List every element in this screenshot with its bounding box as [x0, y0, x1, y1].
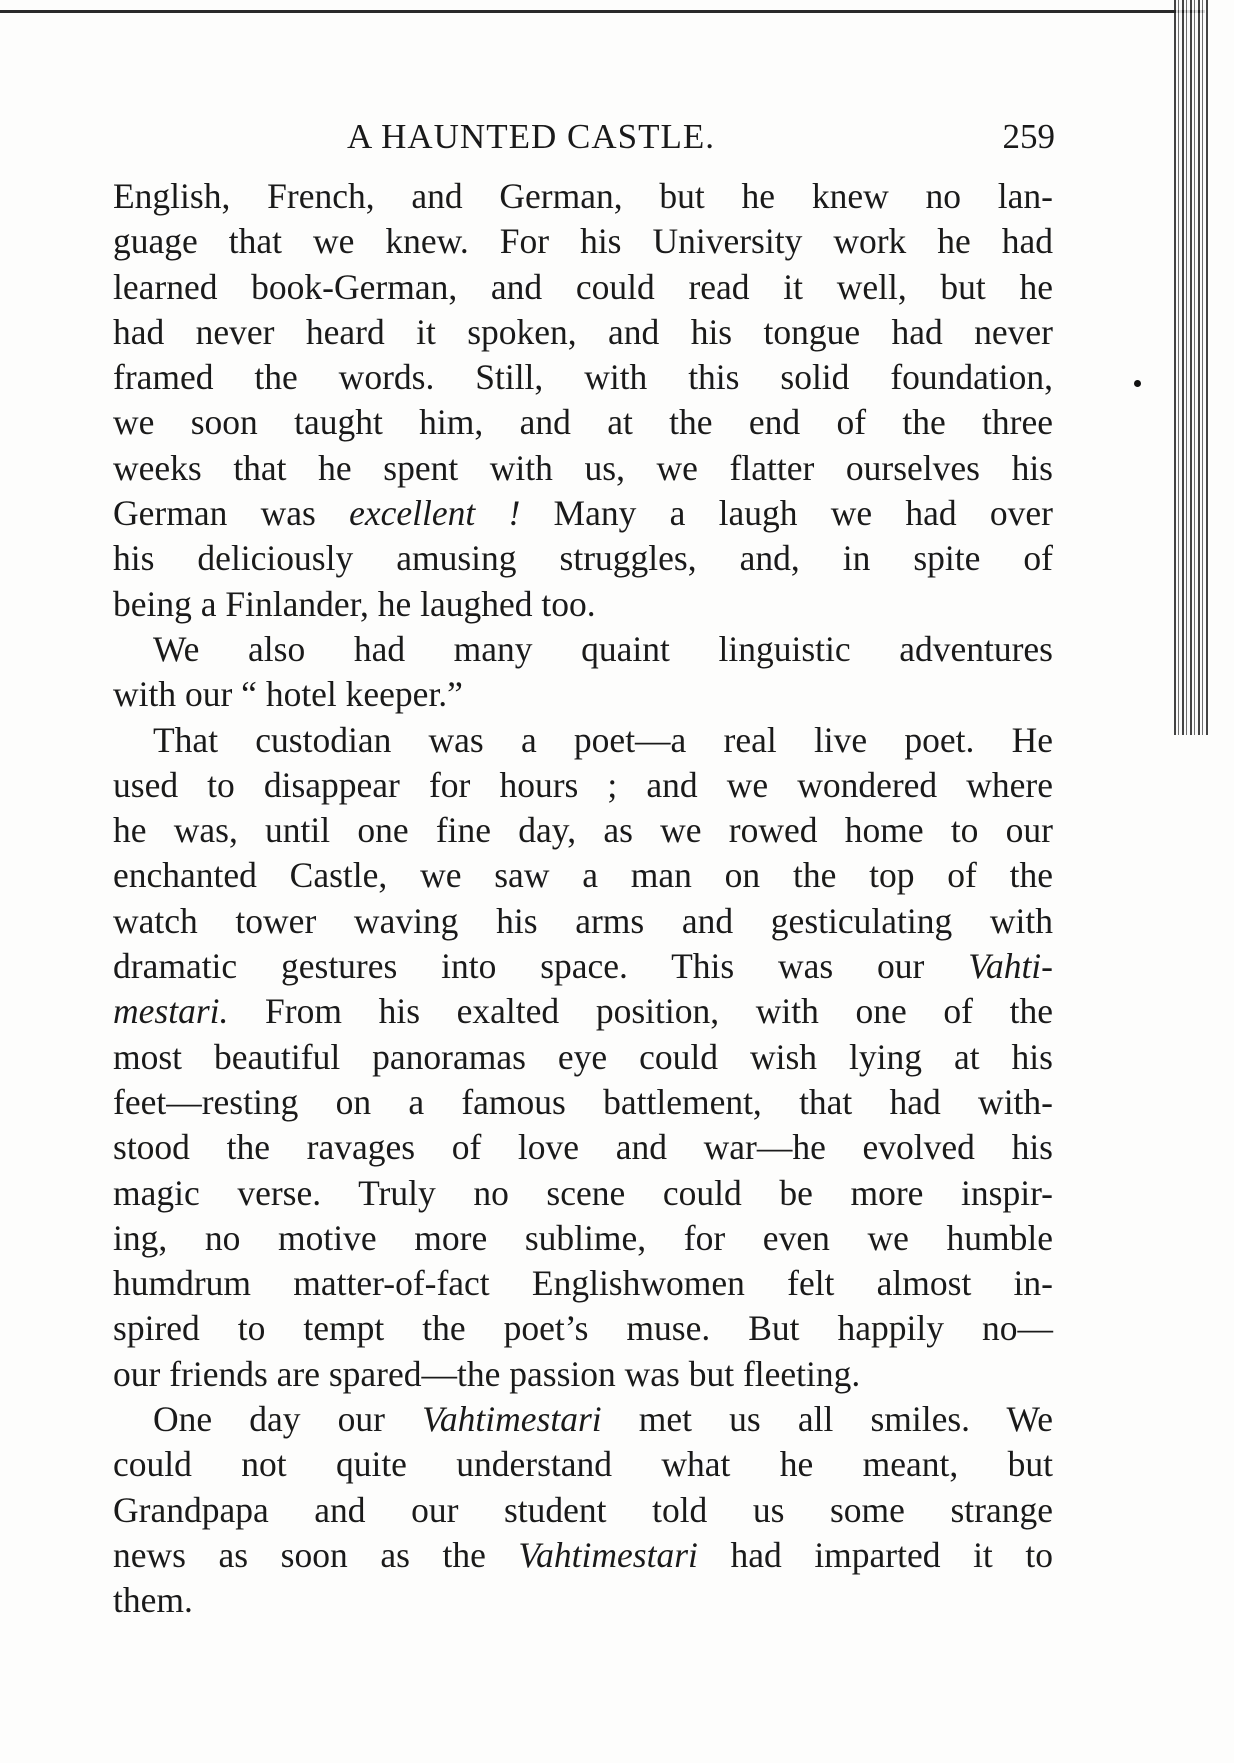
- page-header: [115, 117, 1055, 161]
- text-line: used to disappear for hours ; and we wondered where: [113, 764, 1053, 805]
- text-line: had never heard it spoken, and his tongue had never: [113, 311, 1053, 352]
- text-line: [113, 944, 1053, 989]
- text-span: From his exalted position, with one of the: [228, 991, 1053, 1032]
- text-line: most beautiful panoramas eye could wish lying at his: [113, 1036, 1053, 1077]
- text-line: spired to tempt the poet’s muse. But happily no—: [113, 1308, 1053, 1349]
- text-line: watch tower waving his arms and gesticulating with: [113, 900, 1053, 941]
- text-line: ing, no motive more sublime, for even we humble: [113, 1217, 1053, 1258]
- text-line: with our “ hotel keeper.”: [113, 674, 463, 715]
- text-line: could not quite understand what he meant, but: [113, 1444, 1053, 1485]
- text-line: learned book-German, and could read it well, but he: [113, 266, 1053, 307]
- body-text: [113, 174, 1053, 1624]
- italic-word: Vahtimestari: [422, 1399, 602, 1440]
- text-line: them.: [113, 1580, 193, 1621]
- ink-speck: [1134, 380, 1141, 387]
- text-line: framed the words. Still, with this solid foundation,: [113, 357, 1053, 398]
- text-span: German was: [113, 493, 350, 534]
- text-span: news as soon as the: [113, 1534, 519, 1575]
- text-line: guage that we knew. For his University work he had: [113, 221, 1053, 262]
- text-line: our friends are spared—the passion was but fleeting.: [113, 1353, 861, 1394]
- text-line: humdrum matter-of-fact Englishwomen felt almost in-: [113, 1263, 1053, 1304]
- text-line: stood the ravages of love and war—he evolved his: [113, 1127, 1053, 1168]
- text-line: magic verse. Truly no scene could be more inspir-: [113, 1172, 1053, 1213]
- text-line: weeks that he spent with us, we flatter ourselves his: [113, 447, 1053, 488]
- italic-word: Vahtimestari: [518, 1534, 698, 1575]
- text-line: Grandpapa and our student told us some strange: [113, 1489, 1053, 1530]
- text-span: One day our: [153, 1399, 423, 1440]
- text-line: feet—resting on a famous battlement, that had with-: [113, 1081, 1053, 1122]
- page-number: 259: [1002, 117, 1055, 156]
- text-span: had imparted it to: [697, 1534, 1053, 1575]
- text-line: being a Finlander, he laughed too.: [113, 583, 596, 624]
- text-line: his deliciously amusing struggles, and, in spite of: [113, 538, 1053, 579]
- text-span: Many a laugh we had over: [520, 493, 1053, 534]
- italic-word: Vahti-: [968, 946, 1053, 987]
- text-line: That custodian was a poet—a real live poet. He: [153, 719, 1053, 760]
- top-rule: [0, 10, 1205, 13]
- running-title: A HAUNTED CASTLE.: [347, 117, 715, 156]
- italic-word: excellent !: [349, 493, 521, 534]
- text-line: he was, until one fine day, as we rowed home to our: [113, 810, 1053, 851]
- text-line: English, French, and German, but he knew no lan-: [113, 176, 1053, 216]
- text-line: [113, 1533, 1053, 1578]
- text-span: met us all smiles. We: [601, 1399, 1053, 1440]
- italic-word: mestari.: [113, 991, 229, 1032]
- text-line: we soon taught him, and at the end of the three: [113, 402, 1053, 443]
- text-span: dramatic gestures into space. This was our: [113, 946, 969, 987]
- text-line: [113, 1397, 1053, 1442]
- binding-edge: [1174, 0, 1208, 735]
- text-line: enchanted Castle, we saw a man on the top of the: [113, 855, 1053, 896]
- text-line: [113, 989, 1053, 1034]
- text-line: [113, 491, 1053, 536]
- text-line: We also had many quaint linguistic adventures: [153, 628, 1053, 669]
